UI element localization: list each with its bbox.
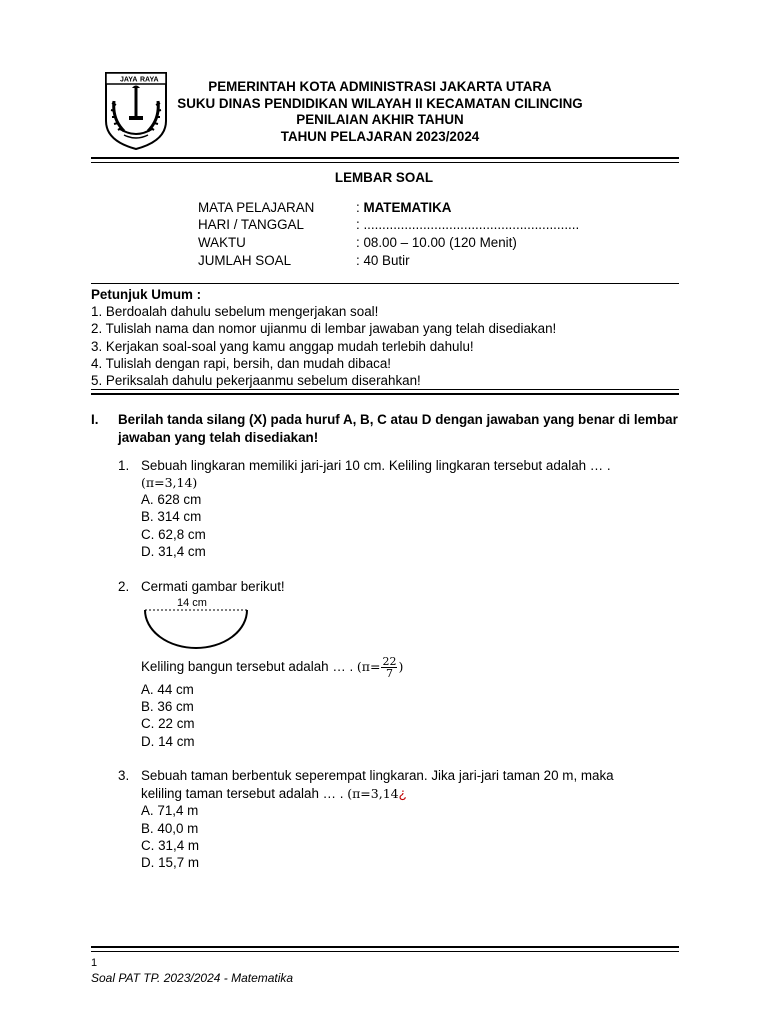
question-subtext: Keliling bangun tersebut adalah … . (π= $\frac{22}{7}$ ) (141, 655, 404, 680)
instructions-divider-top (91, 389, 679, 390)
header-line-3: PENILAIAN AKHIR TAHUN (296, 112, 464, 128)
option-b: B. 314 cm (141, 509, 202, 524)
section-instruction: Berilah tanda silang (X) pada huruf A, B, C atau D dengan jawaban yang benar di lembar jawaban yang telah disediakan! (118, 412, 678, 445)
info-label: HARI / TANGGAL (198, 217, 304, 232)
section-heading (91, 411, 683, 447)
info-value: : 08.00 – 10.00 (120 Menit) (356, 235, 517, 250)
footer-caption: Soal PAT TP. 2023/2024 - Matematika (91, 971, 294, 985)
info-value: : .......................................................... (356, 217, 580, 232)
pi-fraction: $\frac{22}{7}$ (382, 655, 397, 680)
option-c: C. 62,8 cm (141, 527, 206, 542)
general-instructions (91, 286, 556, 389)
option-b: B. 36 cm (141, 699, 194, 714)
option-a: A. 44 cm (141, 682, 194, 697)
figure-diameter-label: 14 cm (177, 597, 207, 609)
svg-text:RAYA: RAYA (140, 76, 159, 84)
option-d: D. 14 cm (141, 734, 195, 749)
option-d: D. 15,7 m (141, 855, 200, 870)
header-divider-thick (91, 157, 679, 159)
question-text: Cermati gambar berikut! (141, 579, 285, 594)
footer-divider-thick (91, 946, 679, 948)
question-number: 2. (118, 579, 130, 594)
section-number: I. (91, 412, 99, 427)
question-text-continued: keliling taman tersebut adalah … . (π=3,14¿ (141, 786, 407, 801)
info-value: : MATEMATIKA (356, 200, 452, 215)
info-value: : 40 Butir (356, 253, 410, 268)
svg-text:JAYA: JAYA (120, 76, 138, 84)
option-d: D. 31,4 cm (141, 544, 206, 559)
question-text: Sebuah lingkaran memiliki jari-jari 10 cm. Keliling lingkaran tersebut adalah … . (141, 458, 611, 473)
header-line-2: SUKU DINAS PENDIDIKAN WILAYAH II KECAMATAN CILINCING (177, 95, 583, 111)
option-b: B. 40,0 m (141, 821, 199, 836)
info-divider (91, 283, 679, 284)
footer-divider-thin (91, 951, 679, 952)
info-label: WAKTU (198, 235, 246, 250)
header-line-4: TAHUN PELAJARAN 2023/2024 (280, 128, 480, 144)
instruction-item: 2. Tulislah nama dan nomor ujianmu di lembar jawaban yang telah disediakan! (91, 321, 557, 337)
option-a: A. 628 cm (141, 492, 202, 507)
page-title: LEMBAR SOAL (334, 170, 434, 185)
instructions-divider-bottom (91, 393, 679, 395)
header-divider-thin (91, 162, 679, 163)
question-text: Sebuah taman berbentuk seperempat lingkaran. Jika jari-jari taman 20 m, maka (141, 768, 614, 783)
header-line-1: PEMERINTAH KOTA ADMINISTRASI JAKARTA UTARA (208, 79, 552, 94)
semicircle-figure (143, 606, 249, 650)
question-number: 3. (118, 768, 130, 783)
instruction-item: 4. Tulislah dengan rapi, bersih, dan mudah dibaca! (91, 355, 392, 371)
option-c: C. 22 cm (141, 716, 195, 731)
institution-header (170, 79, 590, 145)
option-a: A. 71,4 m (141, 803, 199, 818)
info-label: MATA PELAJARAN (198, 200, 315, 215)
question-math: (π=3,14) (141, 475, 198, 490)
instructions-heading: Petunjuk Umum : (91, 287, 202, 302)
instruction-item: 5. Periksalah dahulu pekerjaanmu sebelum diserahkan! (91, 373, 421, 389)
city-emblem-logo (104, 71, 168, 151)
option-c: C. 31,4 m (141, 838, 200, 853)
info-label: JUMLAH SOAL (198, 253, 292, 268)
question-number: 1. (118, 458, 130, 473)
instruction-item: 1. Berdoalah dahulu sebelum mengerjakan soal! (91, 304, 379, 320)
instruction-item: 3. Kerjakan soal-soal yang kamu anggap mudah terlebih dahulu! (91, 338, 474, 354)
page-number: 1 (91, 957, 98, 969)
